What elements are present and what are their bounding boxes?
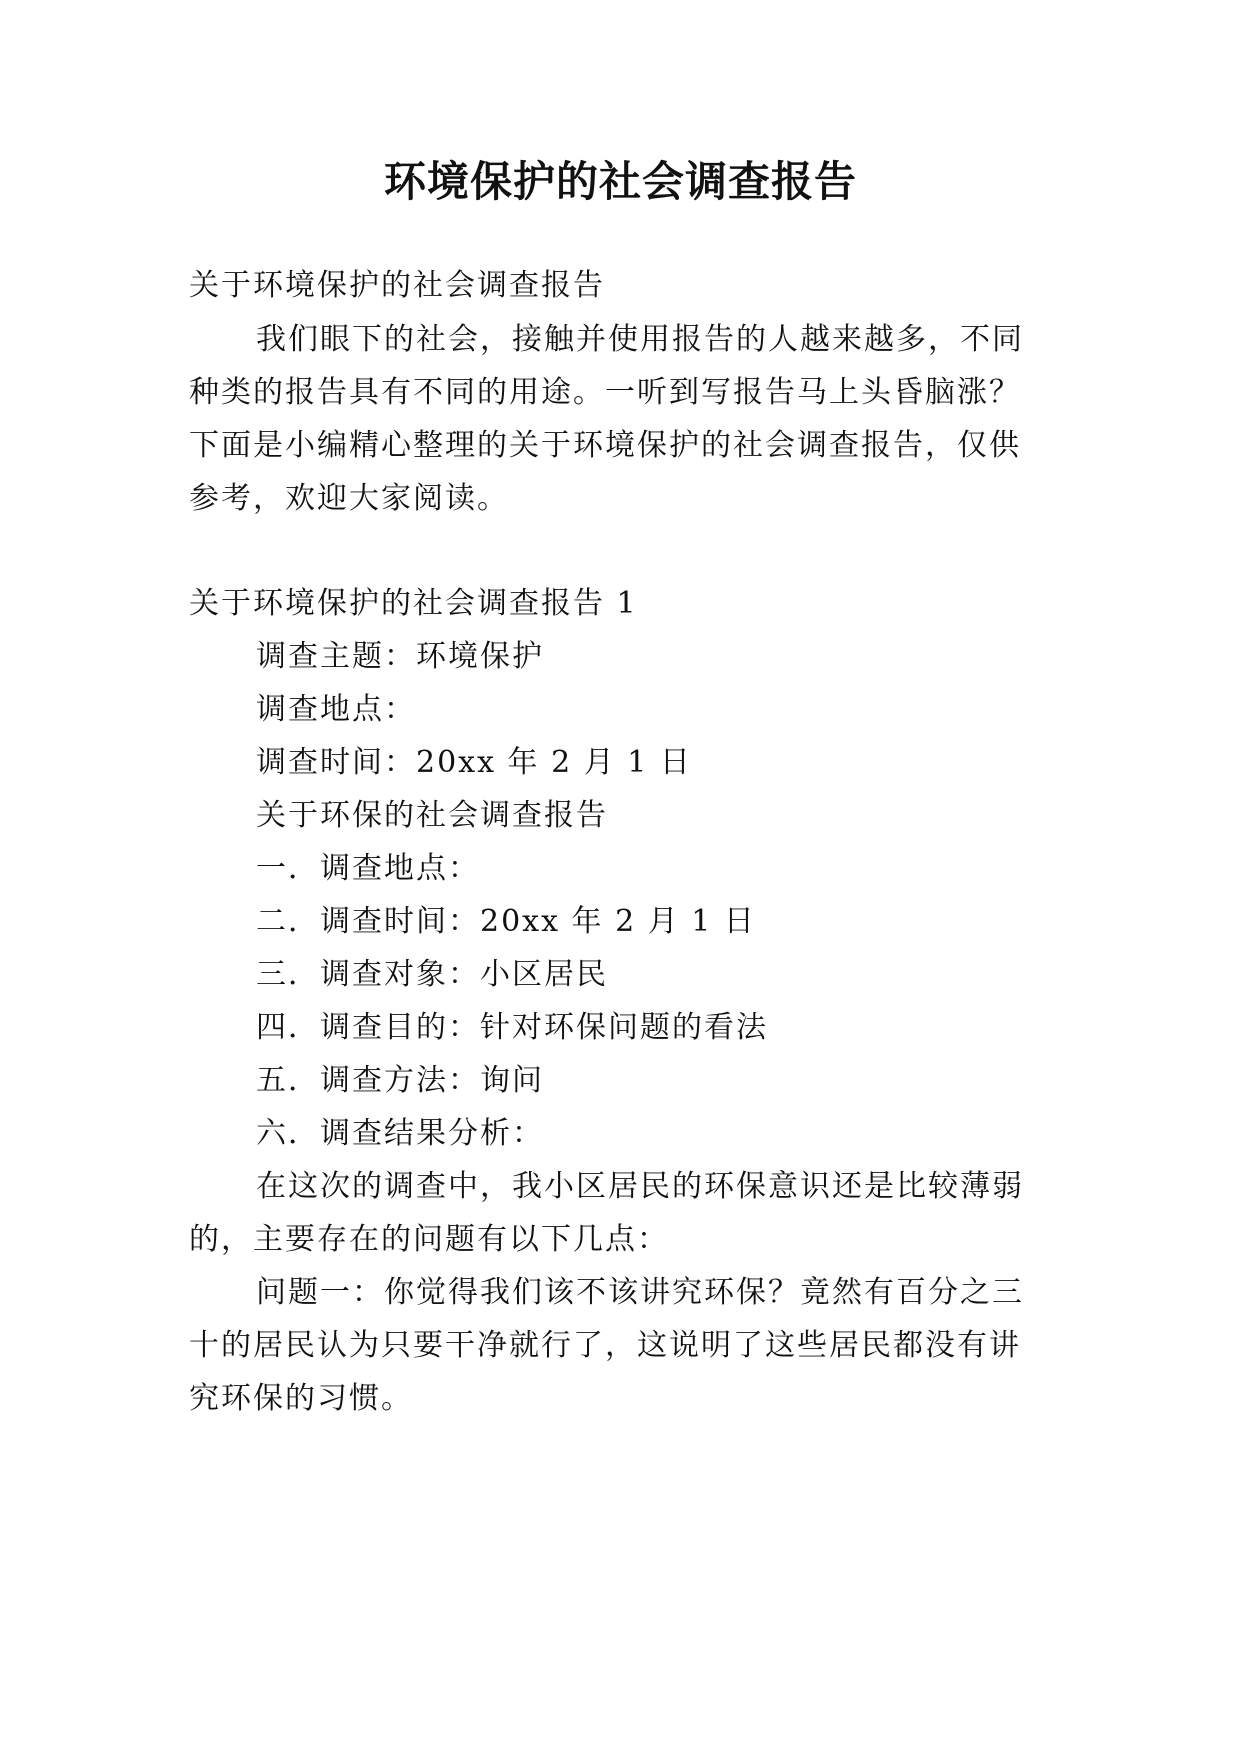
paragraph-line: 十的居民认为只要干净就行了，这说明了这些居民都没有讲: [189, 1328, 1021, 1363]
survey-topic: 调查主题：环境保护: [256, 639, 544, 674]
survey-location: 调查地点：: [256, 692, 416, 727]
list-item: 五．调查方法：询问: [256, 1063, 544, 1098]
paragraph-line: 下面是小编精心整理的关于环境保护的社会调查报告，仅供: [189, 428, 1021, 463]
list-item: 三．调查对象：小区居民: [256, 957, 608, 992]
list-item: 二．调查时间：20xx 年 2 月 1 日: [256, 904, 756, 939]
subsection-heading: 关于环保的社会调查报告: [256, 798, 608, 833]
paragraph-line: 究环保的习惯。: [189, 1381, 413, 1416]
paragraph-line: 我们眼下的社会，接触并使用报告的人越来越多，不同: [256, 322, 1024, 357]
section-heading: 关于环境保护的社会调查报告 1: [189, 586, 638, 621]
paragraph-line: 种类的报告具有不同的用途。一听到写报告马上头昏脑涨？: [189, 375, 1021, 410]
paragraph-line: 参考，欢迎大家阅读。: [189, 481, 509, 516]
list-item: 六．调查结果分析：: [256, 1116, 544, 1151]
intro-heading: 关于环境保护的社会调查报告: [189, 268, 605, 303]
list-item: 四．调查目的：针对环保问题的看法: [256, 1010, 768, 1045]
survey-time: 调查时间：20xx 年 2 月 1 日: [256, 745, 692, 780]
list-item: 一．调查地点：: [256, 851, 480, 886]
paragraph-line: 的，主要存在的问题有以下几点：: [189, 1222, 669, 1257]
document-title: 环境保护的社会调查报告: [383, 157, 857, 206]
paragraph-line: 在这次的调查中，我小区居民的环保意识还是比较薄弱: [256, 1169, 1024, 1204]
paragraph-line: 问题一：你觉得我们该不该讲究环保？竟然有百分之三: [256, 1275, 1024, 1310]
